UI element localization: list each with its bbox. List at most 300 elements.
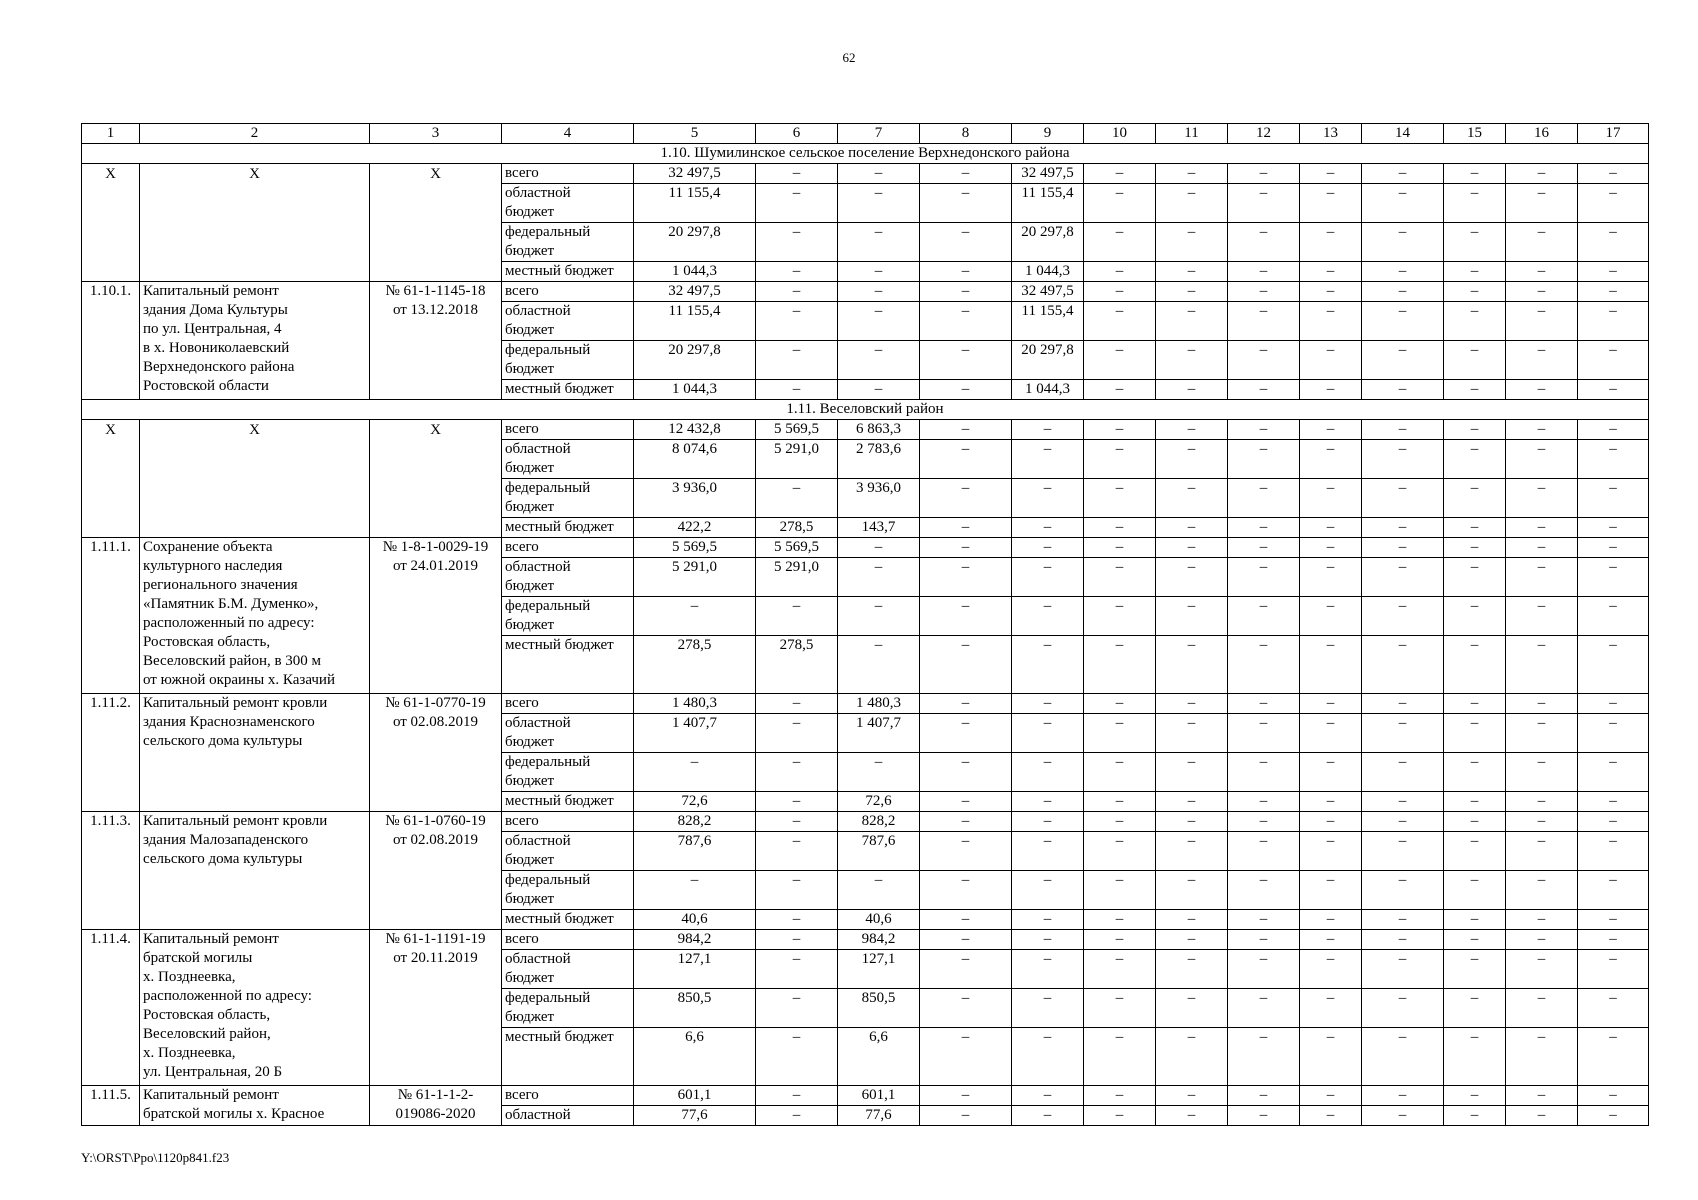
value-cell: – bbox=[1156, 636, 1228, 694]
value-cell: 5 291,0 bbox=[634, 558, 756, 597]
value-cell: – bbox=[1012, 518, 1084, 538]
value-cell: – bbox=[1012, 636, 1084, 694]
value-cell: – bbox=[1228, 1028, 1300, 1086]
value-cell: 1 044,3 bbox=[1012, 262, 1084, 282]
value-cell: – bbox=[1012, 1028, 1084, 1086]
value-cell: – bbox=[756, 910, 838, 930]
value-cell: – bbox=[838, 184, 920, 223]
column-number: 3 bbox=[370, 124, 502, 144]
value-cell: – bbox=[1362, 930, 1444, 950]
value-cell: – bbox=[1362, 636, 1444, 694]
value-cell: 5 291,0 bbox=[756, 440, 838, 479]
value-cell: – bbox=[1156, 164, 1228, 184]
value-cell: – bbox=[634, 871, 756, 910]
section-title: 1.11. Веселовский район bbox=[82, 400, 1649, 420]
funding-source-cell: федеральный бюджет bbox=[502, 753, 634, 792]
funding-source-cell: местный бюджет bbox=[502, 910, 634, 930]
value-cell: – bbox=[1084, 380, 1156, 400]
value-cell: – bbox=[1362, 538, 1444, 558]
value-cell: – bbox=[838, 223, 920, 262]
value-cell: 11 155,4 bbox=[634, 184, 756, 223]
value-cell: – bbox=[1578, 812, 1649, 832]
table-row bbox=[82, 1086, 1649, 1106]
funding-source-cell: областной бюджет bbox=[502, 832, 634, 871]
value-cell: – bbox=[838, 753, 920, 792]
value-cell: – bbox=[1362, 714, 1444, 753]
value-cell: – bbox=[1300, 538, 1362, 558]
value-cell: – bbox=[1578, 871, 1649, 910]
value-cell: – bbox=[1444, 950, 1506, 989]
value-cell: – bbox=[1444, 597, 1506, 636]
value-cell: – bbox=[1362, 694, 1444, 714]
table-row bbox=[82, 812, 1649, 832]
value-cell: – bbox=[1012, 714, 1084, 753]
value-cell: – bbox=[1228, 164, 1300, 184]
column-number: 5 bbox=[634, 124, 756, 144]
value-cell: – bbox=[1300, 1028, 1362, 1086]
value-cell: – bbox=[920, 479, 1012, 518]
funding-source-cell: областной бюджет bbox=[502, 714, 634, 753]
value-cell: – bbox=[1228, 950, 1300, 989]
value-cell: – bbox=[1156, 871, 1228, 910]
value-cell: 8 074,6 bbox=[634, 440, 756, 479]
value-cell: – bbox=[1506, 597, 1578, 636]
value-cell: – bbox=[1156, 792, 1228, 812]
value-cell: – bbox=[1444, 223, 1506, 262]
table-row bbox=[82, 930, 1649, 950]
value-cell: – bbox=[1578, 694, 1649, 714]
value-cell: – bbox=[1578, 597, 1649, 636]
value-cell: 77,6 bbox=[838, 1106, 920, 1126]
value-cell: – bbox=[920, 223, 1012, 262]
document-number-cell: X bbox=[370, 164, 502, 282]
value-cell: – bbox=[1300, 910, 1362, 930]
value-cell: – bbox=[838, 302, 920, 341]
funding-source-cell: областной bbox=[502, 1106, 634, 1126]
value-cell: – bbox=[1578, 223, 1649, 262]
value-cell: – bbox=[1084, 302, 1156, 341]
value-cell: 40,6 bbox=[838, 910, 920, 930]
value-cell: – bbox=[756, 989, 838, 1028]
document-number-cell: № 61-1-1-2- 019086-2020 bbox=[370, 1086, 502, 1126]
value-cell: – bbox=[1156, 1086, 1228, 1106]
value-cell: 127,1 bbox=[634, 950, 756, 989]
funding-source-cell: всего bbox=[502, 1086, 634, 1106]
value-cell: – bbox=[1300, 930, 1362, 950]
column-number: 13 bbox=[1300, 124, 1362, 144]
value-cell: – bbox=[1156, 832, 1228, 871]
value-cell: – bbox=[1084, 597, 1156, 636]
table-row bbox=[82, 538, 1649, 558]
value-cell: 984,2 bbox=[634, 930, 756, 950]
value-cell: – bbox=[1228, 989, 1300, 1028]
item-name-cell: Сохранение объекта культурного наследия регионального значения «Памятник Б.М. Думенко», расположенный по адресу: Ростовская область, Веселовский район, в 300 м от южной окраины х. Казачий bbox=[140, 538, 370, 694]
value-cell: – bbox=[1156, 714, 1228, 753]
funding-source-cell: федеральный бюджет bbox=[502, 871, 634, 910]
item-number-cell: 1.11.5. bbox=[82, 1086, 140, 1126]
value-cell: – bbox=[838, 262, 920, 282]
value-cell: – bbox=[1012, 420, 1084, 440]
value-cell: – bbox=[756, 714, 838, 753]
column-number: 4 bbox=[502, 124, 634, 144]
value-cell: – bbox=[1300, 164, 1362, 184]
value-cell: – bbox=[1506, 812, 1578, 832]
value-cell: – bbox=[1578, 910, 1649, 930]
value-cell: – bbox=[756, 282, 838, 302]
funding-source-cell: всего bbox=[502, 538, 634, 558]
value-cell: – bbox=[1228, 1086, 1300, 1106]
value-cell: – bbox=[920, 714, 1012, 753]
value-cell: – bbox=[1156, 302, 1228, 341]
value-cell: – bbox=[1578, 341, 1649, 380]
value-cell: – bbox=[1506, 184, 1578, 223]
value-cell: – bbox=[1300, 518, 1362, 538]
section-title: 1.10. Шумилинское сельское поселение Верхнедонского района bbox=[82, 144, 1649, 164]
value-cell: – bbox=[756, 223, 838, 262]
value-cell: – bbox=[1012, 950, 1084, 989]
value-cell: – bbox=[1300, 262, 1362, 282]
value-cell: – bbox=[1578, 930, 1649, 950]
value-cell: – bbox=[1578, 184, 1649, 223]
value-cell: – bbox=[920, 538, 1012, 558]
value-cell: – bbox=[1444, 302, 1506, 341]
document-number-cell: № 61-1-0760-19 от 02.08.2019 bbox=[370, 812, 502, 930]
funding-source-cell: местный бюджет bbox=[502, 380, 634, 400]
value-cell: – bbox=[1228, 812, 1300, 832]
funding-source-cell: федеральный бюджет bbox=[502, 597, 634, 636]
value-cell: – bbox=[920, 420, 1012, 440]
value-cell: – bbox=[756, 1106, 838, 1126]
item-name-cell: Капитальный ремонт здания Дома Культуры по ул. Центральная, 4 в х. Новониколаевский Верхнедонского района Ростовской области bbox=[140, 282, 370, 400]
table-row bbox=[82, 694, 1649, 714]
value-cell: – bbox=[756, 694, 838, 714]
value-cell: – bbox=[1362, 910, 1444, 930]
value-cell: – bbox=[920, 558, 1012, 597]
column-number: 6 bbox=[756, 124, 838, 144]
value-cell: – bbox=[756, 380, 838, 400]
value-cell: – bbox=[1156, 262, 1228, 282]
value-cell: 77,6 bbox=[634, 1106, 756, 1126]
funding-source-cell: местный бюджет bbox=[502, 518, 634, 538]
value-cell: – bbox=[1084, 1086, 1156, 1106]
column-number: 2 bbox=[140, 124, 370, 144]
value-cell: – bbox=[1012, 440, 1084, 479]
budget-table bbox=[81, 123, 1649, 1126]
value-cell: – bbox=[1362, 420, 1444, 440]
value-cell: – bbox=[1300, 792, 1362, 812]
value-cell: – bbox=[920, 302, 1012, 341]
value-cell: 422,2 bbox=[634, 518, 756, 538]
value-cell: – bbox=[1300, 440, 1362, 479]
value-cell: – bbox=[1506, 380, 1578, 400]
value-cell: – bbox=[1506, 989, 1578, 1028]
value-cell: – bbox=[1578, 1086, 1649, 1106]
value-cell: – bbox=[1506, 832, 1578, 871]
value-cell: – bbox=[1444, 694, 1506, 714]
value-cell: – bbox=[1578, 262, 1649, 282]
value-cell: 11 155,4 bbox=[1012, 184, 1084, 223]
value-cell: – bbox=[1578, 538, 1649, 558]
value-cell: – bbox=[1362, 1086, 1444, 1106]
value-cell: 6,6 bbox=[634, 1028, 756, 1086]
value-cell: – bbox=[1362, 302, 1444, 341]
value-cell: – bbox=[756, 597, 838, 636]
value-cell: – bbox=[1578, 302, 1649, 341]
funding-source-cell: федеральный бюджет bbox=[502, 989, 634, 1028]
value-cell: – bbox=[1300, 282, 1362, 302]
value-cell: – bbox=[1444, 832, 1506, 871]
value-cell: – bbox=[1444, 989, 1506, 1028]
value-cell: 5 569,5 bbox=[634, 538, 756, 558]
value-cell: – bbox=[1300, 341, 1362, 380]
value-cell: – bbox=[920, 164, 1012, 184]
item-name-cell: X bbox=[140, 420, 370, 538]
value-cell: – bbox=[1300, 832, 1362, 871]
value-cell: – bbox=[1084, 910, 1156, 930]
value-cell: – bbox=[1156, 184, 1228, 223]
document-number-cell: № 61-1-0770-19 от 02.08.2019 bbox=[370, 694, 502, 812]
value-cell: – bbox=[1228, 910, 1300, 930]
value-cell: – bbox=[1300, 989, 1362, 1028]
value-cell: – bbox=[1362, 518, 1444, 538]
value-cell: – bbox=[1084, 440, 1156, 479]
value-cell: – bbox=[1156, 223, 1228, 262]
column-number: 10 bbox=[1084, 124, 1156, 144]
value-cell: – bbox=[634, 753, 756, 792]
value-cell: – bbox=[1300, 812, 1362, 832]
value-cell: – bbox=[920, 518, 1012, 538]
value-cell: – bbox=[1506, 479, 1578, 518]
value-cell: – bbox=[1362, 989, 1444, 1028]
value-cell: – bbox=[1362, 380, 1444, 400]
value-cell: – bbox=[1506, 753, 1578, 792]
value-cell: – bbox=[920, 262, 1012, 282]
item-number-cell: X bbox=[82, 164, 140, 282]
value-cell: – bbox=[838, 871, 920, 910]
item-number-cell: 1.10.1. bbox=[82, 282, 140, 400]
document-number-cell: № 61-1-1145-18 от 13.12.2018 bbox=[370, 282, 502, 400]
value-cell: – bbox=[1506, 636, 1578, 694]
value-cell: – bbox=[1506, 714, 1578, 753]
value-cell: – bbox=[1300, 714, 1362, 753]
funding-source-cell: федеральный бюджет bbox=[502, 479, 634, 518]
value-cell: – bbox=[1506, 792, 1578, 812]
value-cell: – bbox=[838, 380, 920, 400]
value-cell: 2 783,6 bbox=[838, 440, 920, 479]
value-cell: – bbox=[1156, 1106, 1228, 1126]
value-cell: 984,2 bbox=[838, 930, 920, 950]
value-cell: – bbox=[1300, 597, 1362, 636]
value-cell: 20 297,8 bbox=[634, 341, 756, 380]
value-cell: – bbox=[1506, 341, 1578, 380]
value-cell: 1 407,7 bbox=[634, 714, 756, 753]
value-cell: – bbox=[1228, 714, 1300, 753]
value-cell: – bbox=[1506, 1028, 1578, 1086]
value-cell: 787,6 bbox=[634, 832, 756, 871]
value-cell: 6,6 bbox=[838, 1028, 920, 1086]
value-cell: – bbox=[920, 440, 1012, 479]
value-cell: – bbox=[920, 341, 1012, 380]
value-cell: – bbox=[1156, 479, 1228, 518]
value-cell: – bbox=[1444, 753, 1506, 792]
value-cell: – bbox=[1228, 282, 1300, 302]
value-cell: 127,1 bbox=[838, 950, 920, 989]
value-cell: – bbox=[1362, 558, 1444, 597]
value-cell: – bbox=[1228, 302, 1300, 341]
value-cell: 1 480,3 bbox=[838, 694, 920, 714]
value-cell: – bbox=[920, 930, 1012, 950]
column-number: 1 bbox=[82, 124, 140, 144]
value-cell: – bbox=[1578, 714, 1649, 753]
value-cell: – bbox=[1362, 753, 1444, 792]
value-cell: – bbox=[1444, 1106, 1506, 1126]
value-cell: – bbox=[1300, 223, 1362, 262]
value-cell: – bbox=[920, 1086, 1012, 1106]
value-cell: – bbox=[1084, 341, 1156, 380]
value-cell: – bbox=[756, 479, 838, 518]
value-cell: – bbox=[1444, 184, 1506, 223]
value-cell: 5 291,0 bbox=[756, 558, 838, 597]
table-body bbox=[82, 144, 1649, 1126]
value-cell: – bbox=[1228, 597, 1300, 636]
value-cell: – bbox=[1362, 262, 1444, 282]
value-cell: – bbox=[756, 302, 838, 341]
value-cell: – bbox=[1228, 930, 1300, 950]
value-cell: 5 569,5 bbox=[756, 420, 838, 440]
column-number: 16 bbox=[1506, 124, 1578, 144]
value-cell: – bbox=[756, 1028, 838, 1086]
table-row bbox=[82, 164, 1649, 184]
table-row bbox=[82, 282, 1649, 302]
value-cell: – bbox=[1156, 694, 1228, 714]
section-row bbox=[82, 144, 1649, 164]
value-cell: – bbox=[1228, 479, 1300, 518]
item-name-cell: Капитальный ремонт кровли здания Краснознаменского сельского дома культуры bbox=[140, 694, 370, 812]
value-cell: – bbox=[1156, 910, 1228, 930]
value-cell: – bbox=[920, 1106, 1012, 1126]
value-cell: – bbox=[1362, 440, 1444, 479]
value-cell: – bbox=[1578, 558, 1649, 597]
value-cell: – bbox=[756, 262, 838, 282]
value-cell: – bbox=[1084, 223, 1156, 262]
value-cell: – bbox=[1578, 282, 1649, 302]
item-name-cell: Капитальный ремонт кровли здания Малозападенского сельского дома культуры bbox=[140, 812, 370, 930]
value-cell: – bbox=[1084, 262, 1156, 282]
value-cell: 787,6 bbox=[838, 832, 920, 871]
value-cell: – bbox=[1444, 341, 1506, 380]
value-cell: – bbox=[1362, 282, 1444, 302]
value-cell: – bbox=[1444, 792, 1506, 812]
value-cell: – bbox=[1228, 871, 1300, 910]
value-cell: – bbox=[838, 538, 920, 558]
value-cell: 20 297,8 bbox=[1012, 341, 1084, 380]
value-cell: – bbox=[920, 910, 1012, 930]
value-cell: 278,5 bbox=[756, 636, 838, 694]
column-number-row bbox=[82, 124, 1649, 144]
value-cell: – bbox=[1012, 832, 1084, 871]
value-cell: – bbox=[1084, 930, 1156, 950]
value-cell: – bbox=[920, 1028, 1012, 1086]
value-cell: – bbox=[1228, 694, 1300, 714]
value-cell: 1 407,7 bbox=[838, 714, 920, 753]
value-cell: – bbox=[1444, 518, 1506, 538]
item-name-cell: X bbox=[140, 164, 370, 282]
value-cell: – bbox=[838, 282, 920, 302]
value-cell: 278,5 bbox=[634, 636, 756, 694]
column-number: 12 bbox=[1228, 124, 1300, 144]
value-cell: – bbox=[1444, 636, 1506, 694]
value-cell: 850,5 bbox=[634, 989, 756, 1028]
value-cell: – bbox=[1506, 223, 1578, 262]
value-cell: – bbox=[1506, 302, 1578, 341]
value-cell: – bbox=[1578, 164, 1649, 184]
value-cell: – bbox=[1300, 1086, 1362, 1106]
section-row bbox=[82, 400, 1649, 420]
funding-source-cell: всего bbox=[502, 694, 634, 714]
value-cell: – bbox=[1506, 1086, 1578, 1106]
value-cell: – bbox=[1156, 597, 1228, 636]
value-cell: – bbox=[1012, 1086, 1084, 1106]
value-cell: 1 480,3 bbox=[634, 694, 756, 714]
value-cell: – bbox=[1228, 558, 1300, 597]
value-cell: – bbox=[1084, 184, 1156, 223]
value-cell: – bbox=[920, 636, 1012, 694]
funding-source-cell: всего bbox=[502, 282, 634, 302]
value-cell: – bbox=[920, 871, 1012, 910]
value-cell: – bbox=[1012, 558, 1084, 597]
value-cell: – bbox=[756, 871, 838, 910]
value-cell: – bbox=[1084, 479, 1156, 518]
column-number: 11 bbox=[1156, 124, 1228, 144]
value-cell: – bbox=[1084, 694, 1156, 714]
value-cell: – bbox=[1506, 420, 1578, 440]
funding-source-cell: областной бюджет bbox=[502, 950, 634, 989]
value-cell: – bbox=[1012, 597, 1084, 636]
value-cell: 40,6 bbox=[634, 910, 756, 930]
value-cell: – bbox=[838, 636, 920, 694]
value-cell: – bbox=[838, 341, 920, 380]
value-cell: – bbox=[920, 832, 1012, 871]
table-row bbox=[82, 420, 1649, 440]
value-cell: 1 044,3 bbox=[634, 380, 756, 400]
value-cell: – bbox=[1362, 1106, 1444, 1126]
item-number-cell: 1.11.1. bbox=[82, 538, 140, 694]
funding-source-cell: федеральный бюджет bbox=[502, 223, 634, 262]
value-cell: – bbox=[920, 792, 1012, 812]
value-cell: 601,1 bbox=[634, 1086, 756, 1106]
value-cell: – bbox=[1506, 440, 1578, 479]
value-cell: – bbox=[756, 930, 838, 950]
value-cell: – bbox=[1444, 812, 1506, 832]
value-cell: – bbox=[1444, 262, 1506, 282]
value-cell: – bbox=[1444, 380, 1506, 400]
value-cell: 11 155,4 bbox=[634, 302, 756, 341]
value-cell: – bbox=[1084, 812, 1156, 832]
document-number-cell: № 1-8-1-0029-19 от 24.01.2019 bbox=[370, 538, 502, 694]
value-cell: – bbox=[1362, 479, 1444, 518]
value-cell: 72,6 bbox=[634, 792, 756, 812]
value-cell: – bbox=[756, 184, 838, 223]
value-cell: – bbox=[838, 164, 920, 184]
value-cell: – bbox=[1300, 380, 1362, 400]
value-cell: – bbox=[1084, 420, 1156, 440]
page-number: 62 bbox=[842, 50, 856, 65]
value-cell: – bbox=[920, 812, 1012, 832]
value-cell: – bbox=[1506, 950, 1578, 989]
value-cell: – bbox=[1362, 1028, 1444, 1086]
value-cell: – bbox=[1084, 558, 1156, 597]
value-cell: – bbox=[1156, 1028, 1228, 1086]
